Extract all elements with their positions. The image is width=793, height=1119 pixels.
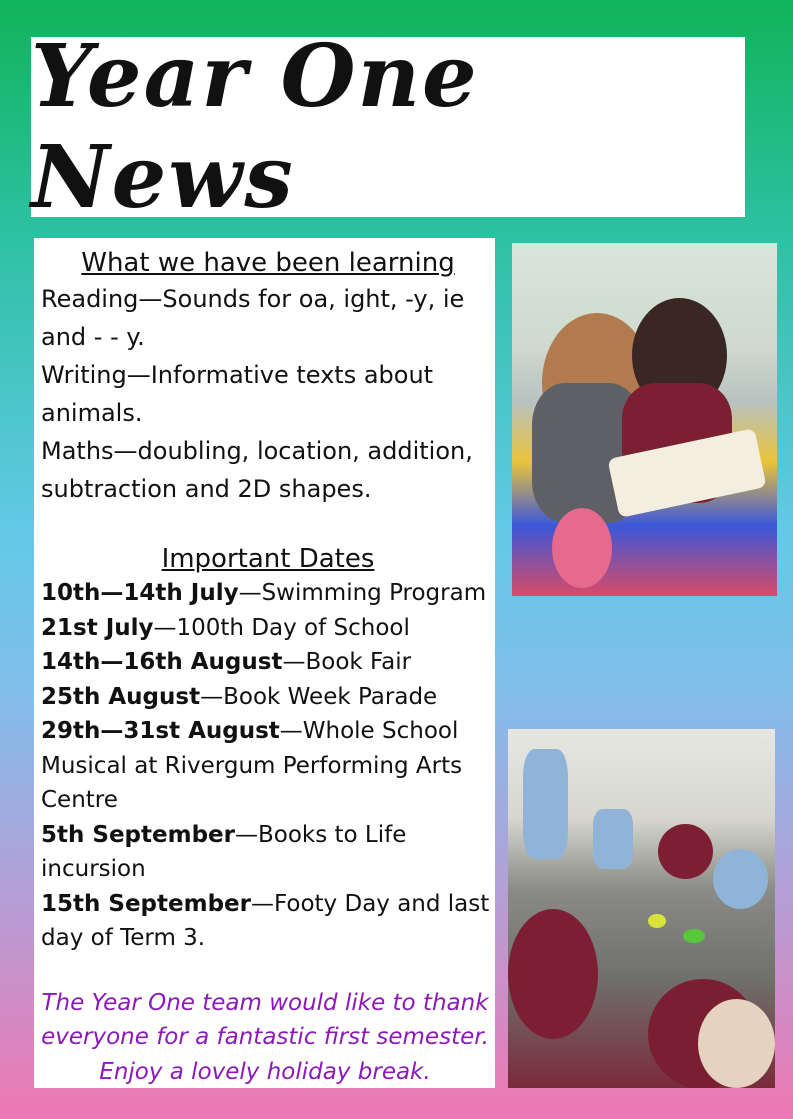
date-label: 29th—31st August <box>41 718 280 744</box>
photo-shape <box>648 914 666 928</box>
date-event: Centre <box>41 787 118 813</box>
learning-line: subtraction and 2D shapes. <box>41 475 372 503</box>
photo-shape <box>523 749 568 859</box>
date-event: —Whole School <box>279 718 459 744</box>
date-label: 10th—14th July <box>41 580 239 606</box>
thank-you-line: everyone for a fantastic first semester. <box>41 1024 489 1050</box>
date-event: —Book Fair <box>282 649 412 675</box>
date-event: Musical at Rivergum Performing Arts <box>41 752 463 779</box>
date-line <box>41 645 495 680</box>
photo-shape <box>658 824 713 879</box>
date-event: —Footy Day and last <box>250 890 490 917</box>
content-panel <box>34 238 495 1088</box>
photo-shape <box>683 929 705 943</box>
learning-line: Writing—Informative texts about <box>41 361 434 389</box>
date-line <box>41 783 495 818</box>
date-label: 5th September <box>41 821 235 848</box>
thank-you-line: The Year One team would like to thank <box>41 989 489 1016</box>
date-event: —Books to Life incursion <box>41 821 407 882</box>
dates-heading: Important Dates <box>161 544 375 574</box>
photo-shape <box>508 909 598 1039</box>
date-line <box>41 887 495 922</box>
date-event: —100th Day of School <box>153 614 410 641</box>
photo-shape <box>698 999 775 1088</box>
date-line <box>41 921 495 956</box>
date-line <box>41 611 495 646</box>
learning-line: and - - y. <box>41 323 145 351</box>
photo-shape <box>713 849 768 909</box>
page-title: Year One News <box>31 26 479 228</box>
date-event: day of Term 3. <box>41 925 206 951</box>
photo-shape <box>593 809 633 869</box>
reading-photo <box>512 243 777 596</box>
date-event: —Swimming Program <box>238 580 487 606</box>
learning-line: Maths—doubling, location, addition, <box>41 437 473 465</box>
date-label: 15th September <box>41 890 251 917</box>
date-line <box>41 680 495 715</box>
date-label: 14th—16th August <box>41 649 283 675</box>
date-line <box>41 818 495 887</box>
date-line <box>41 749 495 784</box>
thank-you-line: Enjoy a lovely holiday break. <box>99 1058 431 1085</box>
learning-line: Reading—Sounds for oa, ight, -y, ie <box>41 285 465 313</box>
date-label: 21st July <box>41 614 154 641</box>
photo-shape <box>552 508 612 588</box>
learning-heading: What we have been learning <box>81 248 455 278</box>
thank-you-message <box>41 986 495 1090</box>
date-line <box>41 576 495 611</box>
date-event: —Book Week Parade <box>200 683 438 710</box>
title-banner <box>31 26 745 228</box>
class-circle-photo <box>508 729 775 1088</box>
learning-line: animals. <box>41 399 143 427</box>
date-label: 25th August <box>41 683 201 710</box>
date-line <box>41 714 495 749</box>
